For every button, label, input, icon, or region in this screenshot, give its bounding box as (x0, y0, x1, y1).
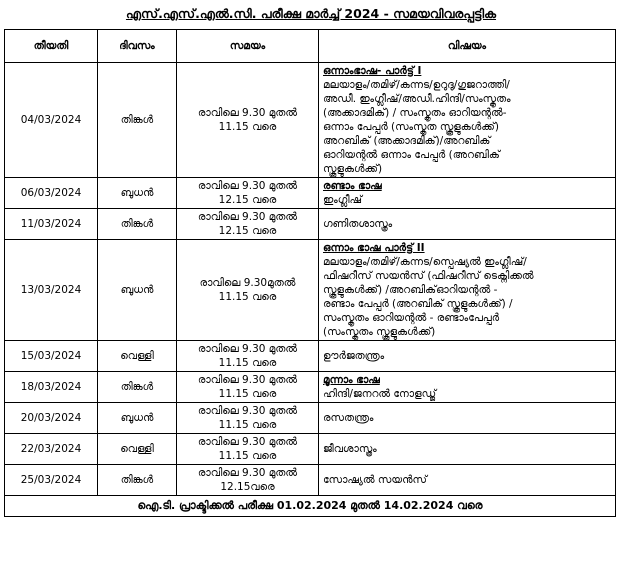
table-row (5, 240, 616, 341)
time-cell (177, 372, 319, 403)
date-cell: 11/03/2024 (5, 209, 98, 240)
date-cell: 18/03/2024 (5, 372, 98, 403)
time-text: രാവിലെ 9.30 മുതൽ 11.15 വരെ (197, 436, 298, 462)
subject-cell (319, 209, 616, 240)
time-cell (177, 178, 319, 209)
subject-cell (319, 465, 616, 496)
header-row (5, 30, 616, 63)
table-row (5, 465, 616, 496)
day-cell: തിങ്കൾ (98, 465, 177, 496)
subject-text: ഹിന്ദി/ജനറൽ നോളഡ്ജ് (323, 388, 437, 400)
time-text: രാവിലെ 9.30 മുതൽ 11.15 വരെ (197, 405, 298, 431)
day-cell: ബുധൻ (98, 240, 177, 341)
table-row (5, 63, 616, 178)
time-text: രാവിലെ 9.30 മുതൽ 11.15 വരെ (197, 107, 298, 133)
time-cell (177, 403, 319, 434)
time-cell (177, 240, 319, 341)
header-time: സമയം (177, 30, 319, 63)
time-cell (177, 341, 319, 372)
time-cell (177, 465, 319, 496)
day-cell: ബുധൻ (98, 403, 177, 434)
time-text: രാവിലെ 9.30 മുതൽ 12.15 വരെ (197, 180, 298, 206)
time-text: രാവിലെ 9.30 മുതൽ 12.15വരെ (197, 467, 298, 493)
subject-text: ഗണിതശാസ്ത്രം (323, 218, 393, 230)
time-cell (177, 209, 319, 240)
subject-cell (319, 178, 616, 209)
subject-text: ഊർജതന്ത്രം (323, 350, 385, 362)
date-cell: 25/03/2024 (5, 465, 98, 496)
subject-text: രസതന്ത്രം (323, 412, 374, 424)
time-text: രാവിലെ 9.30 മുതൽ 11.15 വരെ (197, 374, 298, 400)
date-cell: 06/03/2024 (5, 178, 98, 209)
it-practical-note: ഐ.ടി. പ്രാക്ടിക്കൽ പരീക്ഷ 01.02.2024 മുതൽ 14.02.2024 വരെ (5, 496, 616, 517)
subject-text: മലയാളം/തമിഴ്/കന്നട/സ്പെഷ്യൽ ഇംഗ്ലീഷ്/ ഫിഷറീസ് സയൻസ് (ഫിഷറീസ് ടെക്നിക്കൽ സ്കൂളുകൾക്ക്) /അറബിക്ഓറിയന്റൽ - രണ്ടാം പേപ്പർ (അറബിക് സ്കൂളുകൾക്ക്) / സംസ്കൃതം ഓറിയന്റൽ - രണ്ടാംപേപ്പർ (സംസ്കൃതം സ്കൂളുകൾക്ക്) (323, 256, 534, 338)
day-cell: വെള്ളി (98, 434, 177, 465)
subject-text: മലയാളം/തമിഴ്/കന്നട/ഉറുദു/ഗുജറാത്തി/ അഡീ. ഇംഗ്ലീഷ്/അഡീ.ഹിന്ദി/സംസ്കൃതം (അക്കാദമിക്) / സംസ്കൃതം ഓറിയന്റൽ- ഒന്നാം പേപ്പർ (സംസ്കൃത സ്കൂളുകൾക്ക്) അറബിക് (അക്കാദമിക്)/അറബിക് ഓറിയന്റൽ ഒന്നാം പേപ്പർ (അറബിക് സ്കൂളുകൾക്ക്) (323, 79, 511, 175)
table-row (5, 372, 616, 403)
day-cell: തിങ്കൾ (98, 63, 177, 178)
subject-cell (319, 341, 616, 372)
table-row (5, 434, 616, 465)
header-date: തീയതി (5, 30, 98, 63)
table-row (5, 403, 616, 434)
time-cell (177, 434, 319, 465)
date-cell: 13/03/2024 (5, 240, 98, 341)
subject-cell (319, 63, 616, 178)
subject-cell (319, 434, 616, 465)
date-cell: 22/03/2024 (5, 434, 98, 465)
table-row (5, 178, 616, 209)
subject-text: ഇംഗ്ലീഷ് (323, 194, 363, 206)
time-cell (177, 63, 319, 178)
subject-heading: മൂന്നാം ഭാഷ (323, 374, 380, 386)
day-cell: തിങ്കൾ (98, 209, 177, 240)
page-title: എസ്.എസ്.എൽ.സി. പരീക്ഷ മാർച്ച് 2024 - സമയവിവരപ്പട്ടിക (125, 6, 497, 21)
header-subject: വിഷയം (319, 30, 616, 63)
subject-heading: ഒന്നാം ഭാഷ പാർട്ട് II (323, 242, 425, 254)
subject-heading: രണ്ടാം ഭാഷ (323, 180, 382, 192)
subject-heading: ഒന്നാംഭാഷ- പാർട്ട് I (323, 65, 422, 77)
day-cell: തിങ്കൾ (98, 372, 177, 403)
header-day: ദിവസം (98, 30, 177, 63)
date-cell: 20/03/2024 (5, 403, 98, 434)
table-row (5, 209, 616, 240)
table-body (5, 63, 616, 496)
date-cell: 15/03/2024 (5, 341, 98, 372)
table-row (5, 341, 616, 372)
subject-text: ജീവശാസ്ത്രം (323, 443, 377, 455)
footer-row (5, 496, 616, 517)
time-text: രാവിലെ 9.30 മുതൽ 12.15 വരെ (197, 211, 298, 237)
subject-cell (319, 372, 616, 403)
day-cell: ബുധൻ (98, 178, 177, 209)
subject-cell (319, 240, 616, 341)
subject-text: സോഷ്യൽ സയൻസ് (323, 474, 427, 486)
exam-timetable (4, 29, 616, 517)
date-cell: 04/03/2024 (5, 63, 98, 178)
time-text: രാവിലെ 9.30മുതൽ 11.15 വരെ (199, 277, 296, 303)
day-cell: വെള്ളി (98, 341, 177, 372)
time-text: രാവിലെ 9.30 മുതൽ 11.15 വരെ (197, 343, 298, 369)
subject-cell (319, 403, 616, 434)
